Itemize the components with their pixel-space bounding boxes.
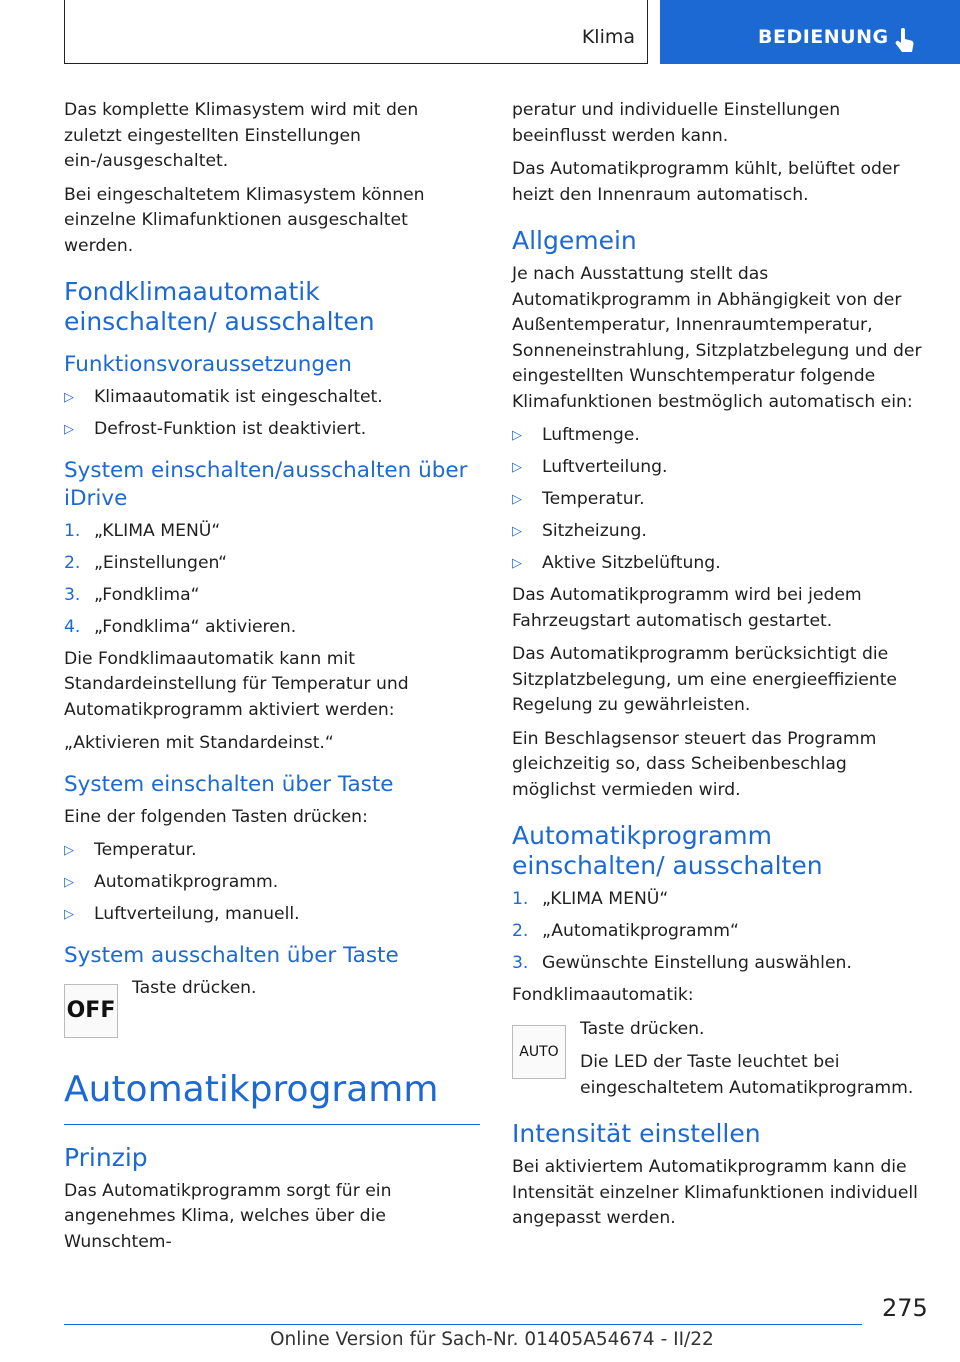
list-item: 3. Gewünschte Einstellung auswählen. [512,953,852,973]
off-button-icon: OFF [64,984,118,1038]
triangle-bullet-icon: ▷ [512,524,522,539]
allgemein-paragraph: Je nach Ausstattung stellt das Automatikprogramm in Abhängigkeit von der Außentemperatur, Innenraumtemperatur, Sonneneinstrahlung, Sitzplatzbelegung und der eingestellten Wunschtemperatur folgende Klimafunktionen bestmöglich automatisch ein: [512,264,922,412]
list-item: 3. „Fondklima“ [64,584,200,605]
paragraph-3: Das Automatikprogramm wird bei jedem Fahrzeugstart automatisch gestartet. [512,585,862,631]
heading-automatikprogramm: Automatikprogramm [64,1068,480,1125]
paragraph-5: Ein Beschlagsensor steuert das Programm gleichzeitig so, dass Scheibenbeschlag möglichst vermieden wird. [512,728,877,800]
on-keys-list [64,838,480,928]
intro-paragraph-2: Bei eingeschaltetem Klimasystem können einzelne Klimafunktionen ausgeschaltet werden. [64,184,425,256]
auto-button-text-1: Taste drücken. [580,1018,705,1039]
auto-steps [512,887,928,977]
triangle-bullet-icon: ▷ [512,556,522,571]
heading-intensitaet: Intensität einstellen [512,1119,761,1148]
fond-label: Fondklimaautomatik: [512,985,694,1005]
list-item: ▷ Automatikprogramm. [64,870,480,896]
off-button-text: Taste drücken. [132,977,257,998]
header-chapter-box [660,0,960,64]
auto-button-icon: AUTO [512,1025,566,1079]
heading-idrive: System einschalten/ausschalten über iDrive [64,457,468,511]
list-item: 2. „Einstellungen“ [64,552,228,573]
header-section-title: Klima [581,26,635,48]
off-button-row [64,976,480,1036]
right-column [512,98,928,1240]
triangle-bullet-icon: ▷ [64,422,74,437]
requirements-list [64,385,480,443]
idrive-paragraph: Die Fondklimaautomatik kann mit Standardeinstellung für Temperatur und Automatikprogramm aktiviert werden: [64,648,409,720]
heading-fondklima: Fondklimaautomatik einschalten/ ausschalten [64,277,375,336]
list-item: 1. „KLIMA MENÜ“ [64,520,221,541]
list-item: ▷ Aktive Sitzbelüftung. [512,551,928,577]
footer-online-version: Online Version für Sach-Nr. 01405A54674 - II/22 [270,1329,714,1350]
list-item: ▷ Temperatur. [64,838,480,864]
list-item: 2. „Automatikprogramm“ [512,921,739,941]
paragraph-2: Das Automatikprogramm kühlt, belüftet oder heizt den Innenraum automatisch. [512,159,900,205]
auto-button-text-2: Die LED der Taste leuchtet bei eingeschaltetem Automatikprogramm. [580,1052,914,1098]
heading-off-key: System ausschalten über Taste [64,942,399,968]
triangle-bullet-icon: ▷ [64,907,74,922]
list-item: ▷ Luftmenge. [512,423,928,449]
list-item: ▷ Klimaautomatik ist eingeschaltet. [64,385,480,411]
page-number: 275 [882,1294,928,1322]
idrive-steps [64,519,480,641]
heading-auto-onoff: Automatikprogramm einschalten/ ausschalten [512,821,823,880]
triangle-bullet-icon: ▷ [64,390,74,405]
triangle-bullet-icon: ▷ [64,843,74,858]
triangle-bullet-icon: ▷ [64,875,74,890]
footer-divider [64,1324,862,1325]
continued-paragraph: peratur und individuelle Einstellungen beeinflusst werden kann. [512,100,841,146]
header-section-box [64,0,648,64]
header-chapter-title: BEDIENUNG [758,26,889,48]
intro-paragraph-1: Das komplette Klimasystem wird mit den zuletzt eingestellten Einstellungen ein-/ausgeschaltet. [64,100,419,171]
heading-prinzip: Prinzip [64,1142,148,1172]
list-item: 1. „KLIMA MENÜ“ [512,889,669,909]
list-item: ▷ Luftverteilung, manuell. [64,902,480,928]
triangle-bullet-icon: ▷ [512,428,522,443]
paragraph-4: Das Automatikprogramm berücksichtigt die Sitzplatzbelegung, um eine energieeffiziente Regelung zu gewährleisten. [512,644,898,715]
auto-button-row [512,1017,928,1102]
triangle-bullet-icon: ▷ [512,492,522,507]
idrive-quote: „Aktivieren mit Standardeinst.“ [64,733,334,753]
hand-pointer-icon [894,28,916,54]
heading-requirements: Funktionsvoraussetzungen [64,352,352,377]
list-item: ▷ Sitzheizung. [512,519,928,545]
list-item: ▷ Defrost-Funktion ist deaktiviert. [64,417,480,443]
left-column [64,98,480,1263]
list-item: ▷ Temperatur. [512,487,928,513]
on-key-paragraph: Eine der folgenden Tasten drücken: [64,806,368,827]
prinzip-paragraph: Das Automatikprogramm sorgt für ein angenehmes Klima, welches über die Wunschtem- [64,1180,392,1252]
triangle-bullet-icon: ▷ [512,460,522,475]
heading-on-key: System einschalten über Taste [64,771,394,797]
list-item: 4. „Fondklima“ aktivieren. [64,616,297,637]
allgemein-list [512,423,928,577]
intensitaet-paragraph: Bei aktiviertem Automatikprogramm kann die Intensität einzelner Klimafunktionen individuell angepasst werden. [512,1157,918,1228]
heading-allgemein: Allgemein [512,226,637,255]
list-item: ▷ Luftverteilung. [512,455,928,481]
